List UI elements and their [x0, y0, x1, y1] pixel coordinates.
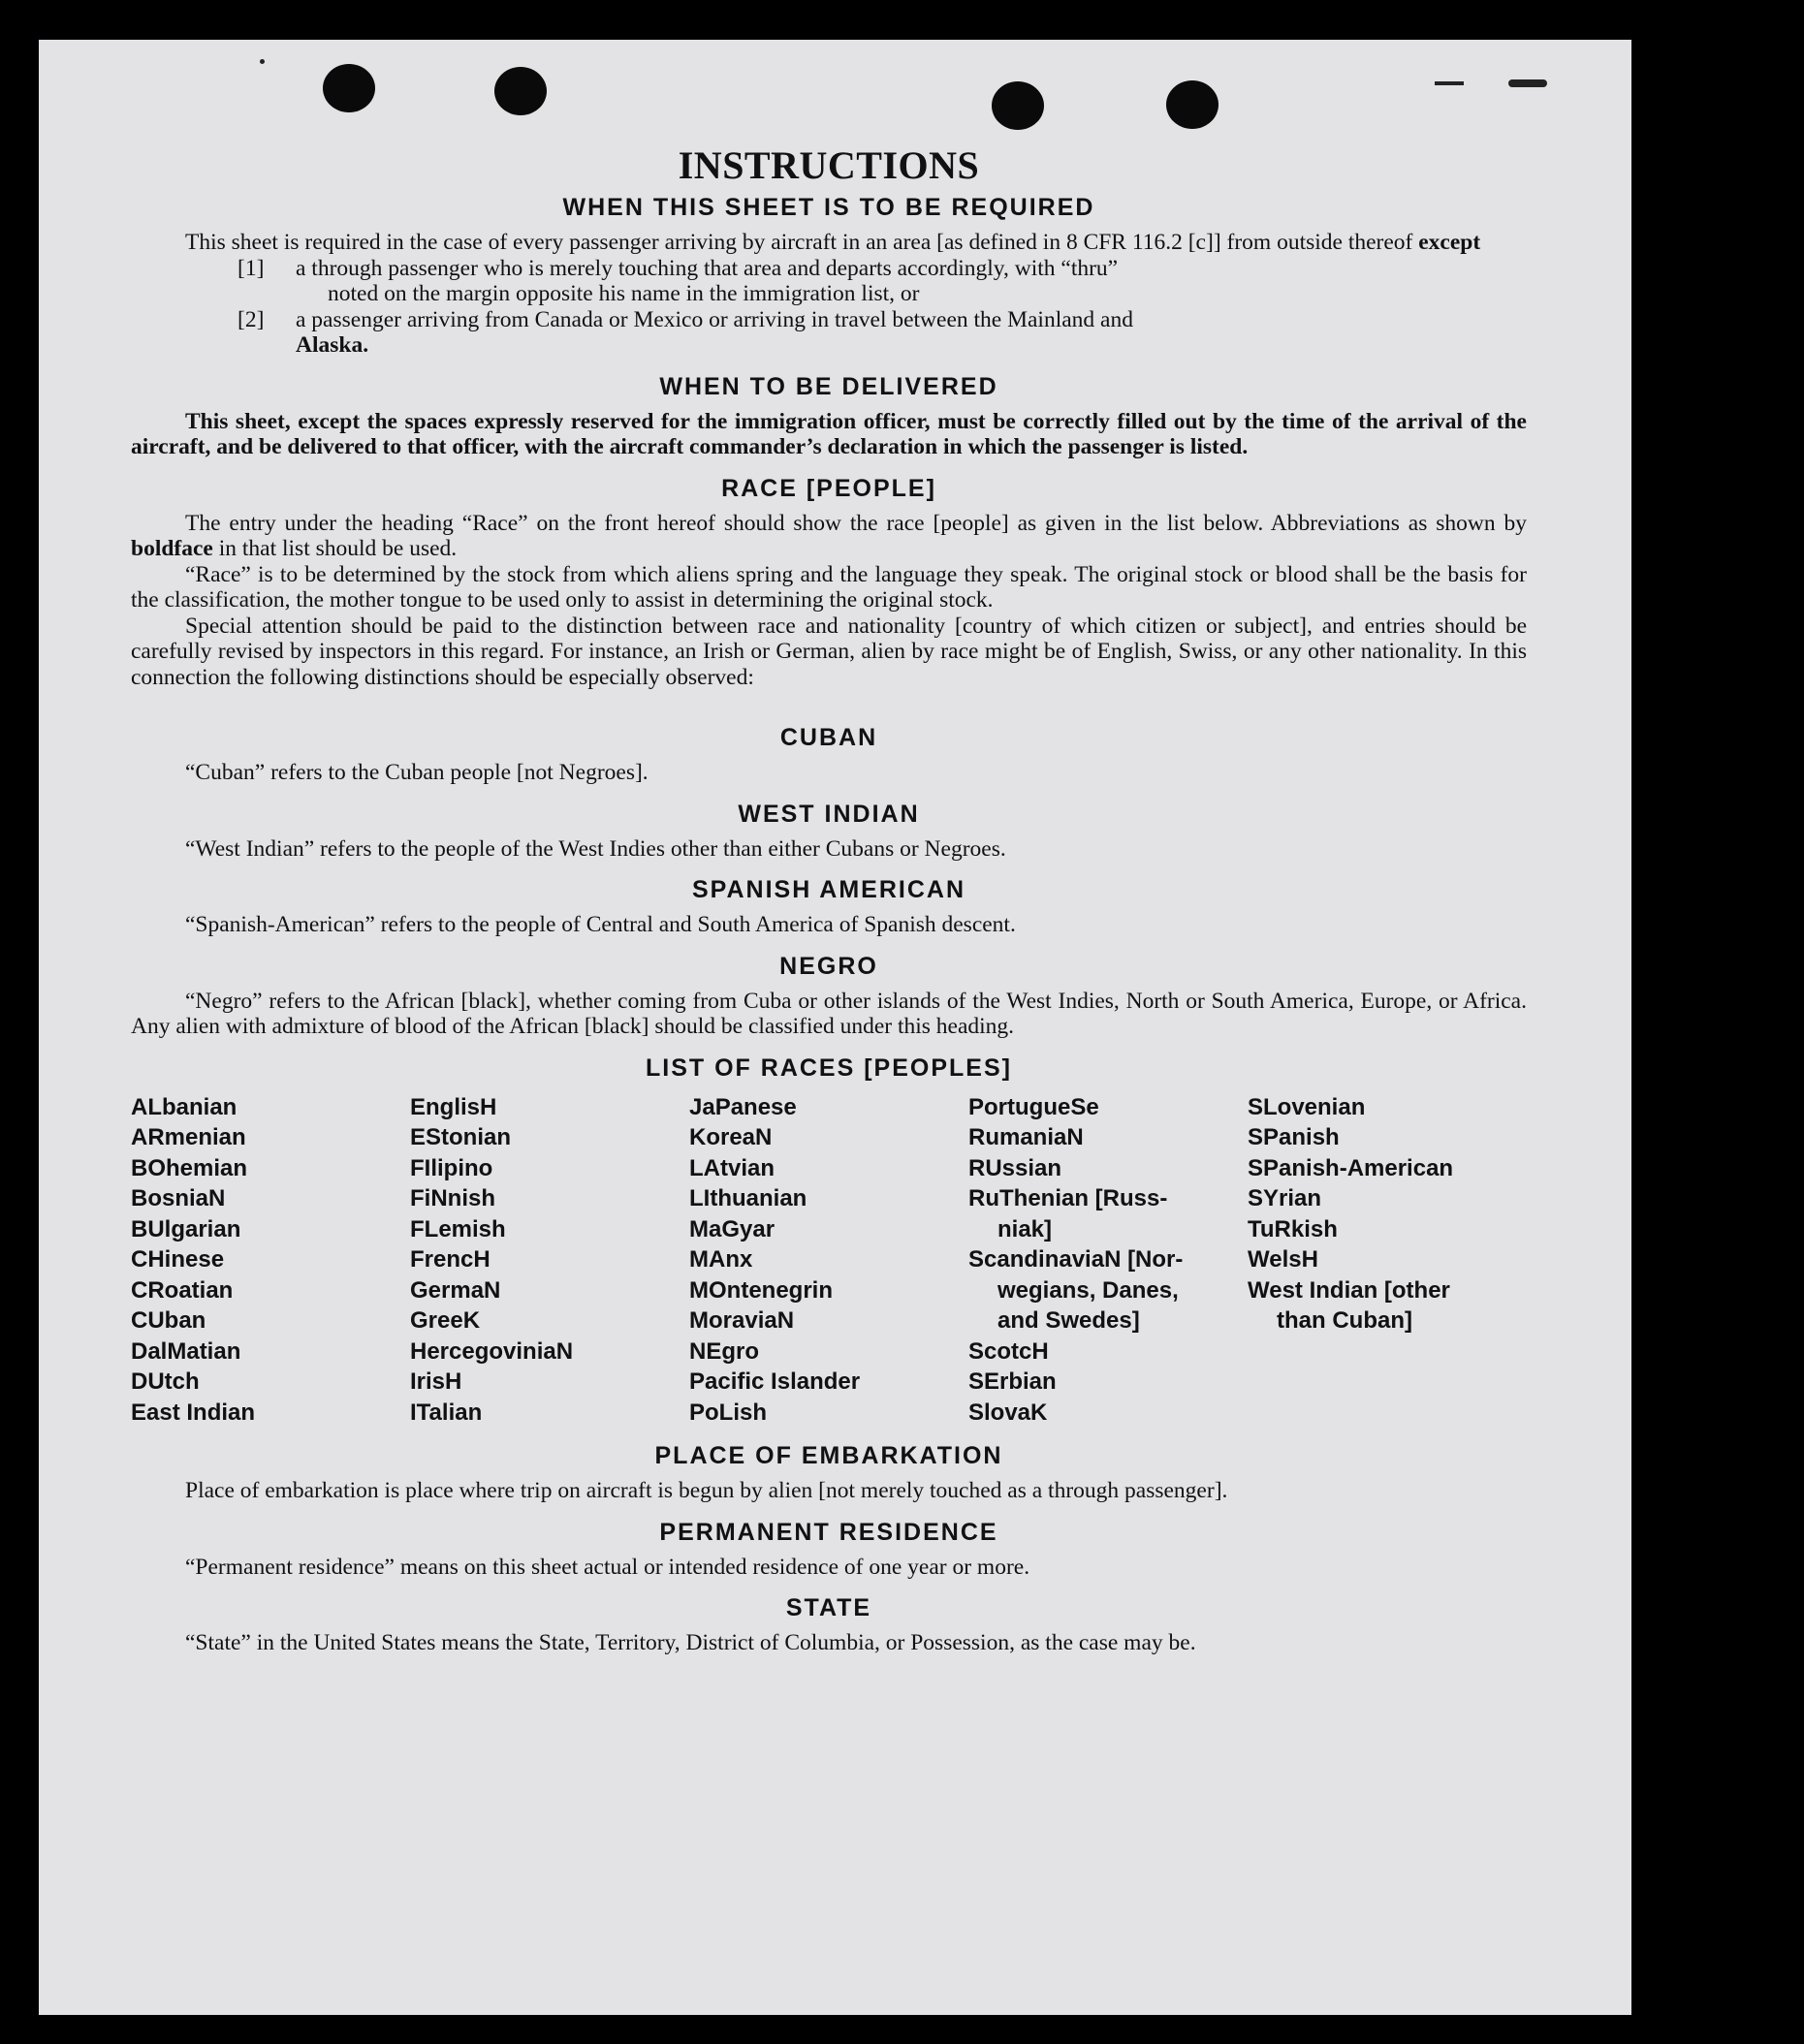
race-item: SlovaK: [968, 1399, 1048, 1426]
spanish-american-text: “Spanish-American” refers to the people of Central and South America of Spanish descent.: [185, 912, 1016, 937]
race-item: SPanish: [1248, 1124, 1340, 1150]
punch-hole: [1166, 80, 1218, 129]
section-heading: NEGRO: [779, 952, 878, 980]
negro-text: “Negro” refers to the African [black], whether coming from Cuba or other islands of the West Indies, North or South America, Europe, or Africa. Any alien with admixture of blood of the African [black] should be classified under this heading.: [131, 988, 1527, 1039]
races-column-5: [1248, 1092, 1519, 1429]
section-heading: PERMANENT RESIDENCE: [659, 1518, 998, 1546]
section-heading: WEST INDIAN: [738, 800, 920, 828]
ink-mark: [1435, 81, 1464, 85]
page-title: INSTRUCTIONS: [678, 143, 980, 187]
race-item: PortugueSe: [968, 1093, 1099, 1120]
residence-text: “Permanent residence” means on this sheet actual or intended residence of one year or more.: [185, 1554, 1030, 1580]
race-item: KoreaN: [689, 1124, 773, 1150]
race-item: GreeK: [410, 1307, 481, 1334]
race-item: CHinese: [131, 1246, 225, 1273]
punch-hole: [992, 81, 1044, 130]
race-item: NEgro: [689, 1337, 759, 1365]
document-page: [39, 40, 1631, 2015]
race-item: DalMatian: [131, 1337, 241, 1365]
section-heading: LIST OF RACES [PEOPLES]: [646, 1053, 1012, 1082]
race-item: EnglisH: [410, 1093, 497, 1120]
race-item: SYrian: [1248, 1185, 1322, 1211]
race-item: LIthuanian: [689, 1185, 807, 1211]
section-heading: WHEN THIS SHEET IS TO BE REQUIRED: [562, 194, 1095, 221]
race-item: LAtvian: [689, 1154, 775, 1181]
requirement-text: This sheet is required in the case of every passenger arriving by aircraft in an area [as defined in 8 CFR 116.2 [c]] from outside thereof except: [185, 230, 1481, 255]
cuban-text: “Cuban” refers to the Cuban people [not Negroes].: [185, 760, 649, 785]
race-item: BOhemian: [131, 1154, 248, 1181]
race-item: RUssian: [968, 1154, 1062, 1181]
race-item: HercegoviniaN: [410, 1337, 574, 1365]
race-item: JaPanese: [689, 1093, 797, 1120]
race-item: East Indian: [131, 1399, 256, 1426]
race-item: FIlipino: [410, 1154, 493, 1181]
race-item: WelsH: [1248, 1246, 1318, 1273]
race-item: GermaN: [410, 1276, 501, 1304]
race-item: FiNnish: [410, 1185, 495, 1211]
race-item: IrisH: [410, 1368, 462, 1395]
race-item: MAnx: [689, 1246, 753, 1273]
race-item: MOntenegrin: [689, 1276, 833, 1304]
exception-1: [1] a through passenger who is merely touching that area and departs accordingly, with “thru” noted on the margin opposite his name in the immigration list, or: [237, 255, 1119, 306]
race-paragraph: The entry under the heading “Race” on the front hereof should show the race [people] as given in the list below. Abbreviations as shown by boldface in that list should be used.: [131, 510, 1527, 561]
race-item: SErbian: [968, 1368, 1057, 1395]
race-paragraph: “Race” is to be determined by the stock from which aliens spring and the language they speak. The original stock or blood shall be the basis for the classification, the mother tongue to be used only to assist in determining the original stock.: [131, 561, 1527, 613]
race-item: BUlgarian: [131, 1215, 241, 1242]
west-indian-text: “West Indian” refers to the people of the West Indies other than either Cubans or Negroes.: [185, 835, 1006, 862]
section-heading: STATE: [785, 1594, 872, 1621]
race-item: EStonian: [410, 1124, 512, 1150]
section-heading: CUBAN: [779, 724, 878, 751]
section-heading: SPANISH AMERICAN: [691, 876, 965, 903]
race-item: ARmenian: [131, 1124, 246, 1150]
race-item: PoLish: [689, 1399, 768, 1426]
ink-mark: [1508, 79, 1547, 87]
race-item: ScotcH: [968, 1337, 1049, 1365]
race-item: FrencH: [410, 1246, 491, 1273]
section-heading: PLACE OF EMBARKATION: [654, 1442, 1003, 1469]
races-column-4: [968, 1092, 1248, 1429]
punch-hole: [494, 67, 547, 115]
race-item: FLemish: [410, 1215, 506, 1242]
race-item: ITalian: [410, 1399, 483, 1426]
race-item: CRoatian: [131, 1276, 234, 1304]
races-column-1: [131, 1092, 410, 1429]
race-item: MaGyar: [689, 1215, 775, 1242]
races-column-2: [410, 1092, 689, 1429]
races-list: [131, 1092, 1527, 1429]
exception-2: [2] a passenger arriving from Canada or Mexico or arriving in travel between the Mainland and Alaska.: [237, 306, 1133, 358]
race-item: SLovenian: [1248, 1093, 1366, 1120]
race-item: MoraviaN: [689, 1307, 795, 1334]
race-item: ALbanian: [131, 1093, 237, 1120]
punch-hole: [323, 64, 375, 112]
race-item: RuThenian [Russ- niak]: [968, 1185, 1168, 1242]
race-item: DUtch: [131, 1368, 200, 1395]
race-item: SPanish-American: [1248, 1154, 1454, 1181]
state-text: “State” in the United States means the State, Territory, District of Columbia, or Possession, as the case may be.: [185, 1630, 1196, 1655]
race-item: RumaniaN: [968, 1124, 1084, 1150]
races-column-3: [689, 1092, 968, 1429]
delivery-text: This sheet, except the spaces expressly reserved for the immigration officer, must be correctly filled out by the time of the arrival of the aircraft, and be delivered to that officer, with the aircraft commander’s declaration in which the passenger is listed.: [131, 408, 1527, 459]
race-item: ScandinaviaN [Nor- wegians, Danes, and Swedes]: [968, 1246, 1184, 1334]
race-item: CUban: [131, 1307, 206, 1334]
race-item: TuRkish: [1248, 1215, 1338, 1242]
race-paragraph: Special attention should be paid to the distinction between race and nationality [country of which citizen or subject], and entries should be carefully revised by inspectors in this regard. For instance, an Irish or German, alien by race might be of English, Swiss, or any other nationality. In this connection the following distinctions should be especially observed:: [131, 613, 1527, 690]
embarkation-text: Place of embarkation is place where trip on aircraft is begun by alien [not merely touched as a through passenger].: [185, 1478, 1228, 1503]
section-heading: RACE [PEOPLE]: [721, 474, 936, 502]
race-item: West Indian [other than Cuban]: [1248, 1276, 1450, 1334]
race-item: BosniaN: [131, 1185, 226, 1211]
instructions-content: [131, 141, 1527, 1656]
section-heading: WHEN TO BE DELIVERED: [659, 372, 998, 400]
race-item: Pacific Islander: [689, 1368, 861, 1395]
ink-mark: [260, 59, 265, 64]
